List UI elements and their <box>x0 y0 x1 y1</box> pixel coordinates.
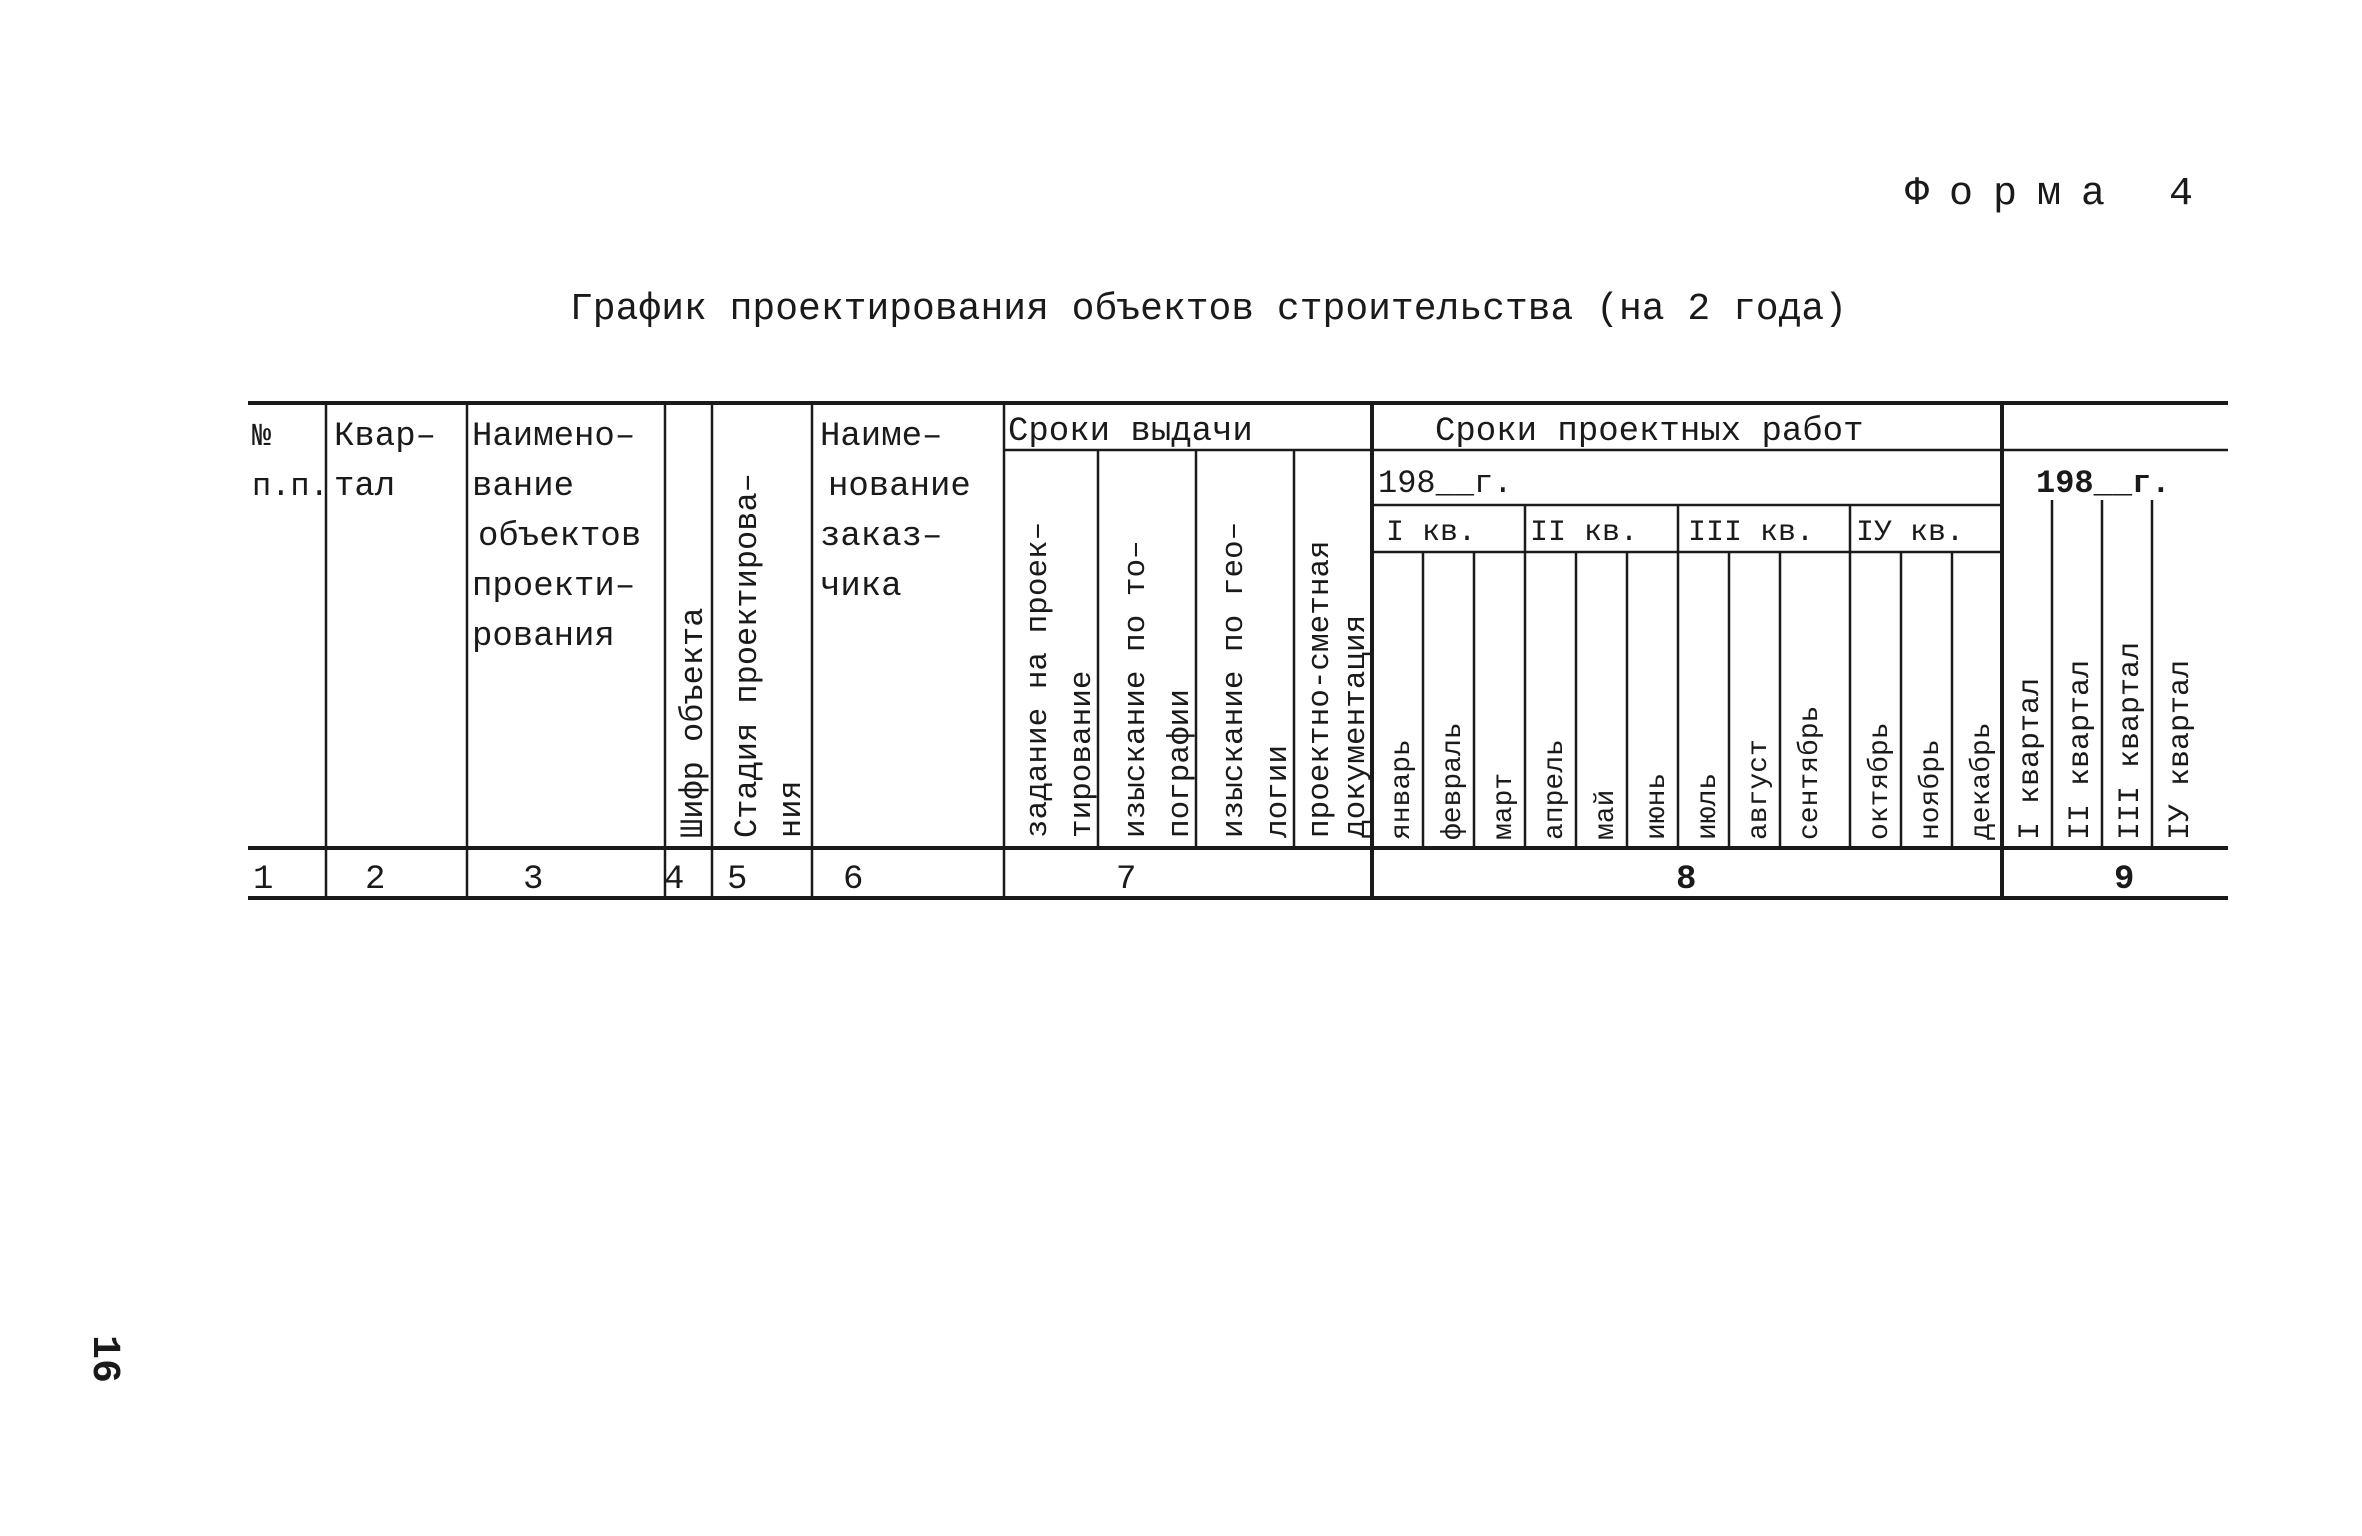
month-labels <box>1387 706 1998 840</box>
svg-text:№: № <box>252 418 272 455</box>
svg-text:IУ кв.: IУ кв. <box>1856 516 1965 550</box>
issue-group-label: Сроки выдачи <box>1008 413 1253 451</box>
svg-text:тал: тал <box>334 468 396 506</box>
year2-quarters <box>2014 642 2198 840</box>
work-group-label: Сроки проектных работ <box>1435 413 1864 451</box>
svg-text:I кв.: I кв. <box>1386 516 1477 550</box>
svg-text:август: август <box>1744 739 1775 840</box>
year1-quarters <box>1386 516 1964 550</box>
svg-text:июнь: июнь <box>1642 772 1673 840</box>
svg-text:чика: чика <box>820 568 902 606</box>
svg-text:октябрь: октябрь <box>1865 722 1896 840</box>
issue-geology <box>1217 522 1296 838</box>
svg-text:ния: ния <box>773 780 810 838</box>
svg-text:апрель: апрель <box>1540 739 1571 840</box>
svg-text:февраль: февраль <box>1438 722 1469 840</box>
svg-text:заказ–: заказ– <box>820 518 943 556</box>
svg-text:проекти–: проекти– <box>472 568 636 606</box>
svg-text:9: 9 <box>2114 861 2135 899</box>
issue-task <box>1021 522 1100 838</box>
header-stage <box>729 473 810 838</box>
svg-text:IУ квартал: IУ квартал <box>2164 659 2198 840</box>
svg-text:объектов: объектов <box>478 518 642 556</box>
svg-text:ноябрь: ноябрь <box>1916 739 1947 840</box>
svg-text:рования: рования <box>472 618 615 656</box>
svg-text:документация: документация <box>1339 614 1374 838</box>
svg-text:Наиме–: Наиме– <box>820 418 943 456</box>
svg-text:п.п.: п.п. <box>252 468 329 505</box>
svg-text:январь: январь <box>1387 739 1418 840</box>
svg-text:I квартал: I квартал <box>2014 677 2048 840</box>
header-customer <box>820 418 971 606</box>
issue-topography <box>1119 540 1198 838</box>
header-quarter <box>334 418 436 506</box>
year2-label: 198__г. <box>2036 465 2171 502</box>
svg-text:5: 5 <box>727 861 748 899</box>
svg-text:март: март <box>1489 772 1520 840</box>
svg-text:задание на проек–: задание на проек– <box>1021 521 1056 838</box>
column-numbers-row <box>253 861 2134 899</box>
header-cipher: Шифр объекта <box>675 607 712 838</box>
svg-text:6: 6 <box>843 861 864 899</box>
svg-text:июль: июль <box>1693 772 1724 840</box>
year1-label: 198__г. <box>1378 465 1513 502</box>
document-title: График проектирования объектов строительства (на 2 года) <box>570 288 1848 331</box>
svg-text:логии: логии <box>1261 744 1296 838</box>
header-num <box>252 418 329 505</box>
svg-text:II квартал: II квартал <box>2064 659 2098 840</box>
svg-text:изыскание по то–: изыскание по то– <box>1119 540 1154 838</box>
svg-text:3: 3 <box>523 861 544 899</box>
svg-text:III квартал: III квартал <box>2114 641 2148 840</box>
header-object-name <box>472 418 641 656</box>
issue-design-documentation <box>1303 540 1374 838</box>
svg-text:пографии: пографии <box>1163 689 1198 838</box>
svg-text:Наимено–: Наимено– <box>472 418 636 456</box>
form-label: Форма 4 <box>1905 172 2214 217</box>
svg-text:май: май <box>1591 789 1622 840</box>
svg-text:2: 2 <box>365 861 386 899</box>
svg-text:III кв.: III кв. <box>1688 516 1815 550</box>
svg-text:тирование: тирование <box>1065 670 1100 838</box>
svg-text:1: 1 <box>253 861 274 899</box>
svg-text:сентябрь: сентябрь <box>1795 705 1826 840</box>
svg-text:вание: вание <box>472 468 575 506</box>
page-number: 16 <box>81 1335 126 1384</box>
svg-text:декабрь: декабрь <box>1967 722 1998 840</box>
svg-text:Стадия проектирова–: Стадия проектирова– <box>729 473 766 838</box>
svg-text:нование: нование <box>828 468 971 506</box>
svg-text:II кв.: II кв. <box>1530 516 1639 550</box>
svg-text:7: 7 <box>1116 861 1137 899</box>
svg-text:8: 8 <box>1676 861 1697 899</box>
svg-text:Квар–: Квар– <box>334 418 437 456</box>
svg-text:изыскание по гео–: изыскание по гео– <box>1217 521 1252 838</box>
svg-text:проектно-сметная: проектно-сметная <box>1303 540 1338 838</box>
svg-text:4: 4 <box>664 861 685 899</box>
